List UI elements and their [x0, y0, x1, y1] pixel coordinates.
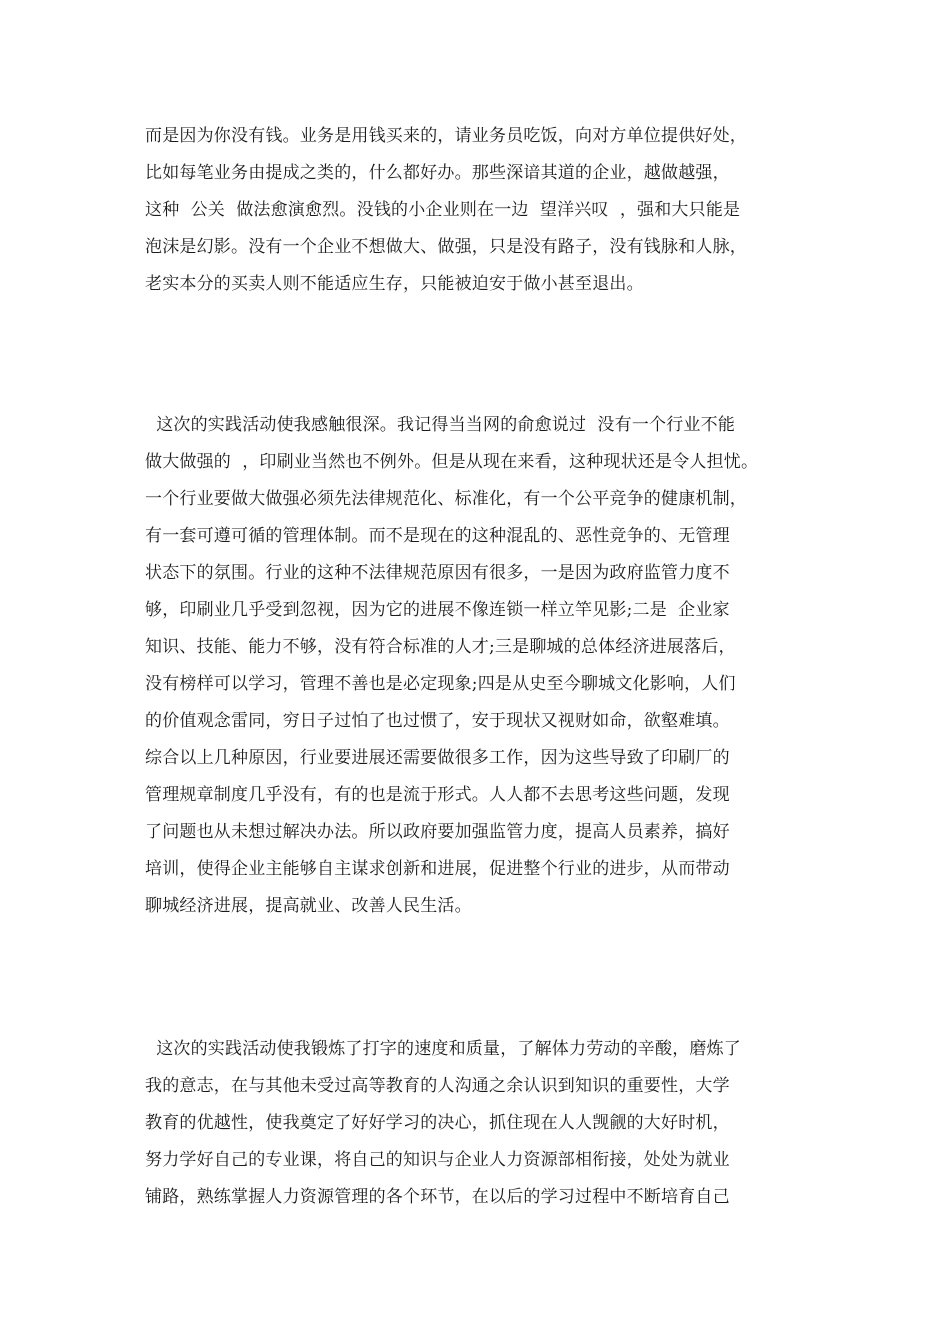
text-line: 努力学好自己的专业课，将自己的知识与企业人力资源部相衔接，处处为就业 — [145, 1150, 730, 1170]
paragraph-1 — [145, 118, 845, 303]
text-line: 管理规章制度几乎没有，有的也是流于形式。人人都不去思考这些问题，发现 — [145, 785, 730, 805]
text-line: 状态下的氛围。行业的这种不法律规范原因有很多，一是因为政府监管力度不 — [145, 563, 730, 583]
text-line: 教育的优越性，使我奠定了好好学习的决心，抓住现在人人觊觎的大好时机， — [145, 1113, 730, 1133]
text-line: 这种 公关 做法愈演愈烈。没钱的小企业则在一边 望洋兴叹 ，强和大只能是 — [145, 200, 741, 220]
text-line: 聊城经济进展，提高就业、改善人民生活。 — [145, 896, 472, 916]
text-line: 比如每笔业务由提成之类的，什么都好办。那些深谙其道的企业，越做越强， — [145, 163, 730, 183]
text-line: 这次的实践活动使我感触很深。我记得当当网的俞愈说过 没有一个行业不能 — [145, 415, 736, 435]
text-line: 一个行业要做大做强必须先法律规范化、标准化，有一个公平竞争的健康机制， — [145, 489, 747, 509]
text-line: 而是因为你没有钱。业务是用钱买来的，请业务员吃饭，向对方单位提供好处， — [145, 126, 747, 146]
text-line: 有一套可遵可循的管理体制。而不是现在的这种混乱的、恶性竞争的、无管理 — [145, 526, 730, 546]
text-line: 综合以上几种原因，行业要进展还需要做很多工作，因为这些导致了印刷厂的 — [145, 748, 730, 768]
text-line: 泡沫是幻影。没有一个企业不想做大、做强，只是没有路子，没有钱脉和人脉， — [145, 237, 747, 257]
text-line: 老实本分的买卖人则不能适应生存，只能被迫安于做小甚至退出。 — [145, 274, 644, 294]
text-line: 够，印刷业几乎受到忽视，因为它的进展不像连锁一样立竿见影;二是 企业家 — [145, 600, 730, 620]
text-line: 知识、技能、能力不够，没有符合标准的人才;三是聊城的总体经济进展落后， — [145, 637, 736, 657]
text-line: 铺路，熟练掌握人力资源管理的各个环节，在以后的学习过程中不断培育自己 — [145, 1187, 730, 1207]
text-line: 没有榜样可以学习，管理不善也是必定现象;四是从史至今聊城文化影响，人们 — [145, 674, 736, 694]
text-line: 我的意志，在与其他未受过高等教育的人沟通之余认识到知识的重要性，大学 — [145, 1076, 730, 1096]
text-line: 培训，使得企业主能够自主谋求创新和进展，促进整个行业的进步，从而带动 — [145, 859, 730, 879]
text-line: 的价值观念雷同，穷日子过怕了也过惯了，安于现状又视财如命，欲壑难填。 — [145, 711, 730, 731]
text-line: 这次的实践活动使我锻炼了打字的速度和质量，了解体力劳动的辛酸，磨炼了 — [145, 1039, 742, 1059]
text-line: 做大做强的 ，印刷业当然也不例外。但是从现在来看，这种现状还是令人担忧。 — [145, 452, 759, 472]
paragraph-2 — [145, 407, 845, 925]
paragraph-3 — [145, 1031, 845, 1216]
text-line: 了问题也从未想过解决办法。所以政府要加强监管力度，提高人员素养，搞好 — [145, 822, 730, 842]
